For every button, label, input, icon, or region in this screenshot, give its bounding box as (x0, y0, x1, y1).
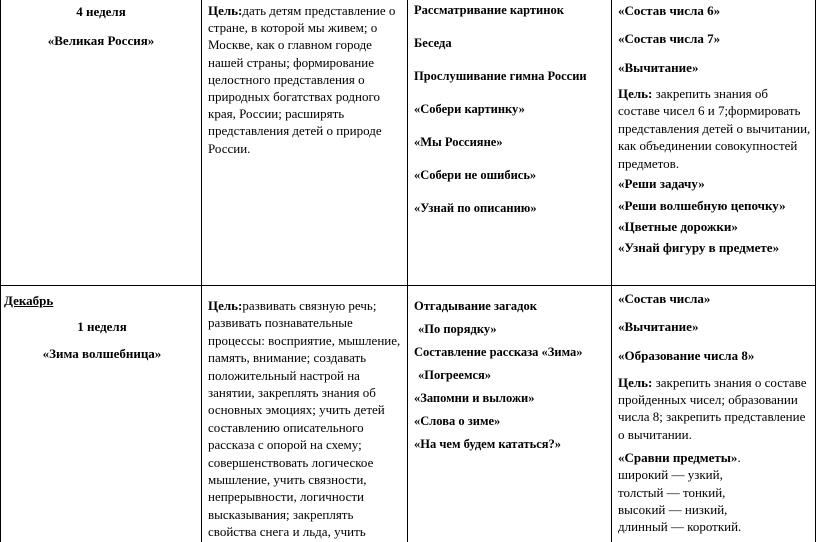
activity-item: «Узнай по описанию» (414, 201, 537, 215)
goal-text: дать детям представление о стране, в которой мы живем; о Москве, как о главном городе нашей страны; формирование целостного представления о природных богатствах родного края, России; расширять представления детей о природе России. (208, 3, 396, 156)
activity-item: Отгадывание загадок (414, 299, 537, 313)
activity-item: Прослушивание гимна России (414, 69, 587, 83)
table-border-left (0, 0, 1, 542)
row2-activities-cell (414, 298, 609, 452)
column-divider (201, 0, 202, 542)
activity-item: «Слова о зиме» (414, 414, 501, 428)
math-game: «Узнай фигуру в предмете» (618, 240, 780, 256)
goal-text: развивать связную речь; развивать познавательные процессы: восприятие, мышление, память, внимание; создавать положительный настрой на занятии, закреплять знания об основных эмоциях; учить детей составлению описательного рассказа с опорой на схему; совершенствовать логическое мышление, учить связности, непрерывности, логичности высказывания; закреплять свойства снега и льда, учить (208, 298, 401, 540)
math-topic: «Вычитание» (618, 319, 699, 335)
math-topic: «Состав числа» (618, 291, 711, 306)
column-divider (611, 0, 612, 542)
activity-item: Составление рассказа «Зима» (414, 345, 583, 359)
row1-activities-cell (414, 2, 609, 216)
activity-item: Беседа (414, 36, 452, 50)
goal-text: закрепить знания об составе чисел 6 и 7;формировать представления детей о вычитании, как объединении совокупностей предметов. (618, 85, 811, 171)
math-topic: «Состав числа 6» (618, 3, 721, 18)
activity-item: «По порядку» (418, 322, 497, 336)
week-label: 1 неделя (77, 319, 127, 335)
goal-label: Цель: (208, 3, 243, 18)
math-topic: «Состав числа 7» (618, 31, 721, 47)
opposite-pair: широкий — узкий, (618, 467, 723, 483)
theme-label: «Великая Россия» (47, 33, 155, 49)
month-label: Декабрь (4, 293, 54, 308)
activity-item: «Собери не ошибись» (414, 168, 537, 182)
math-goal (618, 374, 813, 443)
row1-week-cell (2, 3, 200, 50)
opposite-pair: толстый — тонкий, (618, 484, 726, 500)
activity-item: «Мы Россияне» (414, 135, 503, 149)
math-topic: «Вычитание» (618, 59, 699, 75)
game-title: «Сравни предметы» (618, 450, 738, 466)
row1-math-cell (618, 2, 813, 257)
math-topic: «Образование числа 8» (618, 347, 755, 363)
row2-goal-cell (208, 297, 404, 541)
theme-label: «Зима волшебница» (42, 345, 162, 361)
week-label: 4 неделя (76, 4, 126, 19)
game-title-dot: . (737, 450, 741, 466)
row2-math-cell (618, 290, 813, 536)
row1-goal-cell (208, 2, 404, 157)
math-game: «Цветные дорожки» (618, 218, 738, 234)
row-divider (0, 285, 816, 286)
math-game: «Реши волшебную цепочку» (618, 197, 786, 213)
activity-item: «Собери картинку» (414, 102, 525, 116)
activity-item: «Запомни и выложи» (414, 391, 535, 405)
opposite-pair: длинный — короткий. (618, 519, 742, 535)
activity-item: «Погреемся» (418, 368, 492, 382)
math-game (618, 449, 813, 466)
column-divider (407, 0, 408, 542)
goal-text: закрепить знания о составе пройденных чисел; образовании числа 8; закрепить представление о вычитании. (618, 374, 807, 442)
goal-label: Цель: (618, 85, 653, 101)
goal-label: Цель: (208, 298, 243, 313)
math-game: «Реши задачу» (618, 176, 705, 192)
activity-item: Рассматривание картинок (414, 3, 564, 17)
activity-item: «На чем будем кататься?» (414, 437, 562, 451)
row2-week-cell (4, 292, 200, 362)
math-goal (618, 85, 813, 173)
goal-label: Цель: (618, 374, 653, 390)
opposite-pair: высокий — низкий, (618, 501, 728, 517)
